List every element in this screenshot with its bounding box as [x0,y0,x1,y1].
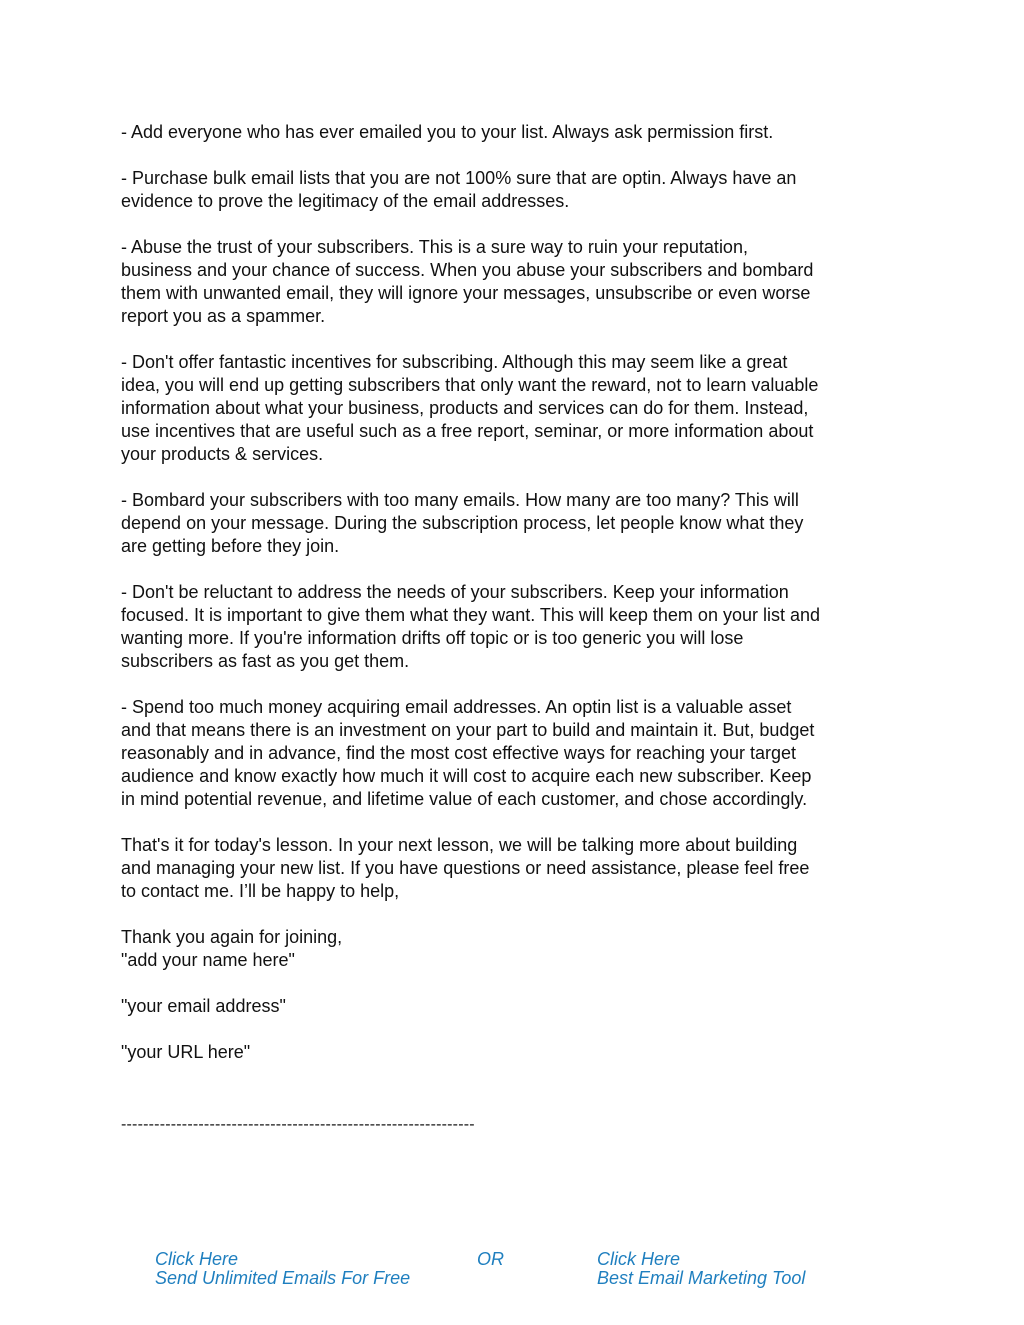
paragraph-needs [121,581,921,673]
text-line: evidence to prove the legitimacy of the email addresses. [121,191,570,211]
signoff-thanks: Thank you again for joining, [121,927,343,947]
signoff-url [121,1041,921,1064]
paragraph-bombard [121,489,921,558]
text-line: - Don't be reluctant to address the needs of your subscribers. Keep your information [121,582,789,602]
signoff-url-text: "your URL here" [121,1042,251,1062]
text-line: - Spend too much money acquiring email addresses. An optin list is a valuable asset [121,697,792,717]
text-line: - Abuse the trust of your subscribers. This is a sure way to ruin your reputation, [121,237,748,257]
text-line: reasonably and in advance, find the most cost effective ways for reaching your target [121,743,797,763]
text-line: - Purchase bulk email lists that you are not 100% sure that are optin. Always have an [121,168,797,188]
text-line: are getting before they join. [121,536,340,556]
dashed-divider: ---------------------------------------------------------------- [121,1116,475,1133]
text-line: subscribers as fast as you get them. [121,651,410,671]
paragraph-abuse-trust [121,236,921,328]
paragraph-purchase-lists [121,167,921,213]
footer-or-label: OR [477,1249,504,1269]
text-line: depend on your message. During the subscription process, let people know what they [121,513,804,533]
text-line: them with unwanted email, they will ignore your messages, unsubscribe or even worse [121,283,811,303]
text-line: idea, you will end up getting subscribers that only want the reward, not to learn valuable [121,375,819,395]
text-line: information about what your business, products and services can do for them. Instead, [121,398,809,418]
document-body [121,121,921,1087]
paragraph-spending [121,696,921,811]
signoff-email-text: "your email address" [121,996,286,1016]
text-line: - Add everyone who has ever emailed you to your list. Always ask permission first. [121,122,774,142]
paragraph-add-everyone [121,121,921,144]
link-line-2: Send Unlimited Emails For Free [155,1268,411,1288]
signoff-email [121,995,921,1018]
text-line: use incentives that are useful such as a free report, seminar, or more information about [121,421,814,441]
text-line: wanting more. If you're information drifts off topic or is too generic you will lose [121,628,744,648]
signoff-block [121,926,921,972]
text-line: your products & services. [121,444,324,464]
text-line: and that means there is an investment on your part to build and maintain it. But, budget [121,720,815,740]
text-line: and managing your new list. If you have questions or need assistance, please feel free [121,858,810,878]
link-line-2: Best Email Marketing Tool [597,1268,806,1288]
text-line: report you as a spammer. [121,306,326,326]
link-line-1: Click Here [597,1249,681,1269]
signoff-name: "add your name here" [121,950,295,970]
text-line: audience and know exactly how much it will cost to acquire each new subscriber. Keep [121,766,812,786]
text-line: focused. It is important to give them what they want. This will keep them on your list and [121,605,821,625]
paragraph-incentives [121,351,921,466]
best-email-tool-link[interactable] [597,1250,805,1288]
text-line: - Bombard your subscribers with too many emails. How many are too many? This will [121,490,799,510]
paragraph-closing [121,834,921,903]
text-line: in mind potential revenue, and lifetime value of each customer, and chose accordingly. [121,789,808,809]
text-line: - Don't offer fantastic incentives for subscribing. Although this may seem like a great [121,352,788,372]
link-line-1: Click Here [155,1249,239,1269]
text-line: business and your chance of success. When you abuse your subscribers and bombard [121,260,814,280]
text-line: to contact me. I’ll be happy to help, [121,881,400,901]
text-line: That's it for today's lesson. In your next lesson, we will be talking more about building [121,835,798,855]
send-unlimited-emails-link[interactable] [155,1250,410,1288]
